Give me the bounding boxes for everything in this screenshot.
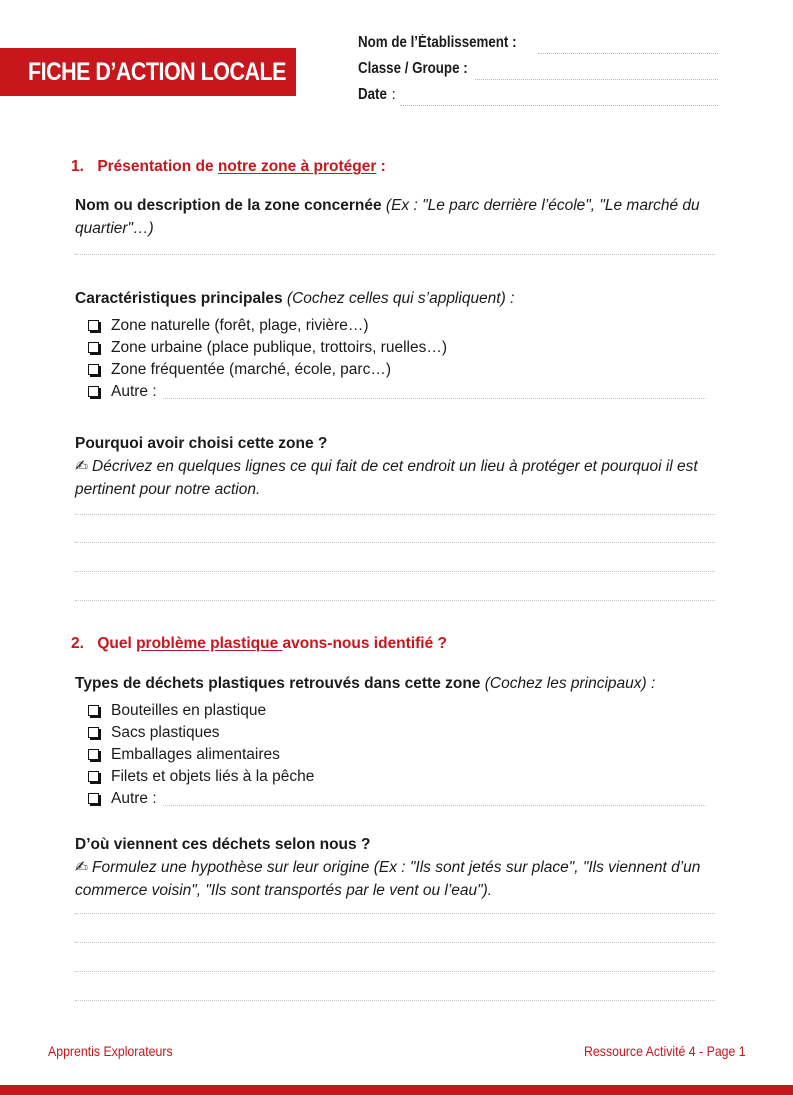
why-zone-question: Pourquoi avoir choisi cette zone ? (75, 435, 328, 452)
why-answer-line[interactable] (75, 514, 715, 515)
footer-page-number: Ressource Activité 4 - Page 1 (584, 1043, 746, 1059)
section-1-title-underlined: notre zone à protéger (217, 158, 377, 175)
option-label: Autre : (111, 790, 157, 807)
date-field[interactable] (358, 86, 718, 112)
section-1-title (71, 158, 386, 176)
origin-answer-line[interactable] (75, 913, 715, 914)
writing-hand-icon: ✍ (75, 458, 88, 475)
footer-brand: Apprentis Explorateurs (48, 1043, 173, 1059)
waste-types-prompt (75, 672, 715, 695)
option-label: Autre : (111, 383, 157, 400)
option-label: Zone urbaine (place publique, trottoirs, ruelles…) (111, 339, 448, 356)
option-label: Bouteilles en plastique (111, 702, 267, 719)
other-answer-line[interactable] (163, 386, 706, 399)
checkbox-icon[interactable] (88, 705, 99, 716)
zone-label: Nom ou description de la zone concernée (75, 197, 382, 214)
waste-types-label: Types de déchets plastiques retrouvés dans cette zone (75, 675, 481, 692)
why-answer-line[interactable] (75, 542, 715, 543)
why-zone-prompt (75, 432, 715, 501)
section-2-number: 2. (71, 635, 84, 652)
identification-fields (358, 34, 718, 112)
checkbox-icon[interactable] (88, 364, 99, 375)
list-item[interactable] (88, 766, 706, 788)
characteristics-hint: (Cochez celles qui s’appliquent) : (282, 290, 515, 307)
option-label: Sacs plastiques (111, 724, 220, 741)
waste-types-hint: (Cochez les principaux) : (480, 675, 656, 692)
list-item[interactable] (88, 315, 706, 337)
class-group-field[interactable] (358, 60, 718, 86)
list-item[interactable] (88, 700, 706, 722)
list-item[interactable] (88, 788, 706, 810)
zone-description-prompt (75, 194, 715, 240)
section-2-title-post: avons-nous identifié ? (282, 635, 447, 652)
option-label: Zone fréquentée (marché, école, parc…) (111, 361, 391, 378)
class-group-line[interactable] (475, 79, 718, 80)
writing-hand-icon: ✍ (75, 859, 88, 876)
waste-origin-instruction: Formulez une hypothèse sur leur origine (Ex : "Ils sont jetés sur place", "Ils viennent d’un commerce voisin", "Ils sont transportés par le vent ou l’eau"). (75, 859, 701, 899)
checkbox-icon[interactable] (88, 727, 99, 738)
characteristics-checklist (88, 315, 706, 403)
option-label: Filets et objets liés à la pêche (111, 768, 315, 785)
page-title: FICHE D’ACTION LOCALE (28, 57, 286, 86)
checkbox-icon[interactable] (88, 749, 99, 760)
origin-answer-line[interactable] (75, 1000, 715, 1001)
checkbox-icon[interactable] (88, 342, 99, 353)
title-banner (0, 48, 296, 96)
checkbox-icon[interactable] (88, 771, 99, 782)
school-name-label: Nom de l’Établissement : (358, 34, 517, 51)
characteristics-prompt (75, 287, 715, 310)
section-2-title-underlined: problème plastique (136, 635, 283, 652)
list-item[interactable] (88, 381, 706, 403)
section-1-number: 1. (71, 158, 84, 175)
list-item[interactable] (88, 359, 706, 381)
option-label: Zone naturelle (forêt, plage, rivière…) (111, 317, 369, 334)
checkbox-icon[interactable] (88, 793, 99, 804)
option-label: Emballages alimentaires (111, 746, 280, 763)
section-1-title-post: : (376, 158, 386, 175)
school-name-line[interactable] (538, 53, 718, 54)
waste-origin-prompt (75, 833, 715, 902)
list-item[interactable] (88, 722, 706, 744)
footer-bar (0, 1085, 793, 1095)
section-2-title (71, 635, 447, 653)
list-item[interactable] (88, 744, 706, 766)
origin-answer-line[interactable] (75, 971, 715, 972)
characteristics-label: Caractéristiques principales (75, 290, 283, 307)
waste-types-checklist (88, 700, 706, 810)
origin-answer-line[interactable] (75, 942, 715, 943)
list-item[interactable] (88, 337, 706, 359)
why-zone-instruction: Décrivez en quelques lignes ce qui fait de cet endroit un lieu à protéger et pourquoi il est pertinent pour notre action. (75, 458, 698, 498)
zone-answer-line[interactable] (75, 254, 715, 255)
date-label: Date (358, 86, 387, 103)
checkbox-icon[interactable] (88, 320, 99, 331)
class-group-label: Classe / Groupe : (358, 60, 468, 77)
other-answer-line[interactable] (163, 793, 706, 806)
date-colon: : (391, 86, 396, 103)
section-1-title-pre: Présentation de (97, 158, 218, 175)
zone-hint: (Ex : "Le parc derrière l’école", "Le marché du quartier"…) (75, 197, 700, 237)
why-answer-line[interactable] (75, 600, 715, 601)
why-answer-line[interactable] (75, 571, 715, 572)
section-2-title-pre: Quel (97, 635, 137, 652)
school-name-field[interactable] (358, 34, 718, 60)
checkbox-icon[interactable] (88, 386, 99, 397)
date-line[interactable] (400, 105, 718, 106)
waste-origin-question: D’où viennent ces déchets selon nous ? (75, 836, 371, 853)
